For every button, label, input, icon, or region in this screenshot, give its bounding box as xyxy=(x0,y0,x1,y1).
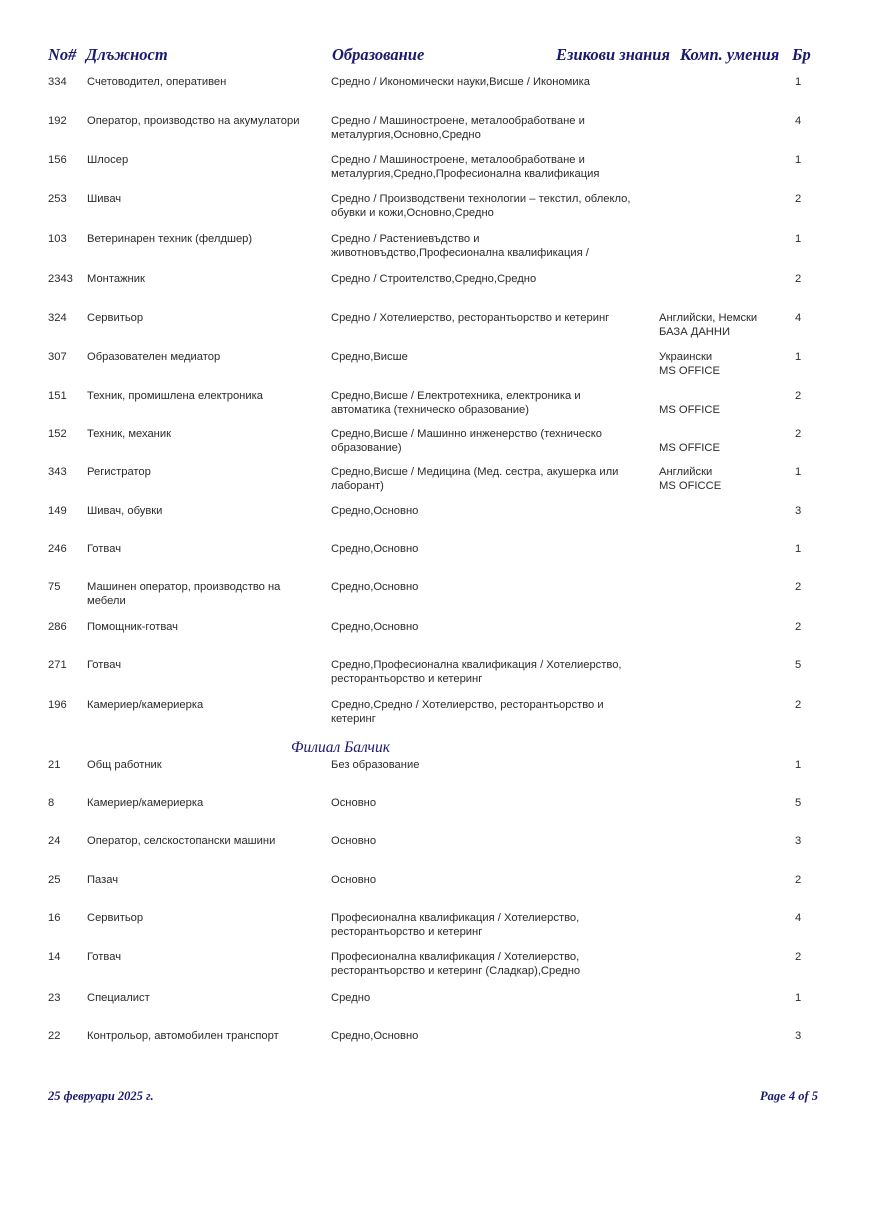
row-education: Средно / Растениевъдство и животновъдство,Професионална квалификация / xyxy=(331,233,589,259)
row-skills xyxy=(659,911,779,925)
row-job-title: Монтажник xyxy=(87,273,145,285)
row-languages xyxy=(659,758,779,772)
row-job-title: Машинен оператор, производство на мебели xyxy=(87,581,281,607)
row-job-title: Специалист xyxy=(87,992,150,1004)
row-languages xyxy=(659,272,779,286)
row-languages xyxy=(659,834,779,848)
row-computer-skills: MS OFFICE xyxy=(659,365,720,377)
row-number: 2343 xyxy=(48,273,73,285)
row-count: 1 xyxy=(795,76,802,88)
row-job-title: Шлосер xyxy=(87,154,129,166)
row-job-title: Оператор, селскостопански машини xyxy=(87,835,276,847)
row-languages xyxy=(659,504,779,518)
row-education: Средно,Основно xyxy=(331,581,419,593)
row-education: Средно,Висше / Машинно инженерство (техническо образование) xyxy=(331,428,602,454)
row-languages xyxy=(659,114,779,128)
row-skills xyxy=(659,580,779,594)
row-job-title: Общ работник xyxy=(87,759,162,771)
row-number: 103 xyxy=(48,233,67,245)
row-education: Средно xyxy=(331,992,371,1004)
row-number: 23 xyxy=(48,992,61,1004)
row-number: 343 xyxy=(48,466,67,478)
row-count: 4 xyxy=(795,312,802,324)
row-education: Средно,Професионална квалификация / Хотелиерство, ресторантьорство и кетеринг xyxy=(331,659,622,685)
row-job-title: Техник, промишлена електроника xyxy=(87,390,263,402)
row-number: 25 xyxy=(48,874,61,886)
row-skills xyxy=(659,389,779,417)
row-number: 286 xyxy=(48,621,67,633)
row-skills xyxy=(659,153,779,167)
row-count: 5 xyxy=(795,659,802,671)
row-skills xyxy=(659,350,779,378)
row-skills xyxy=(659,75,779,89)
row-count: 2 xyxy=(795,428,802,440)
row-count: 2 xyxy=(795,193,802,205)
row-skills xyxy=(659,114,779,128)
row-number: 24 xyxy=(48,835,61,847)
row-count: 2 xyxy=(795,621,802,633)
row-count: 4 xyxy=(795,912,802,924)
row-education: Средно,Висше xyxy=(331,351,408,363)
row-languages xyxy=(659,658,779,672)
row-count: 2 xyxy=(795,390,802,402)
row-number: 196 xyxy=(48,699,67,711)
row-education: Основно xyxy=(331,797,377,809)
row-computer-skills: MS OFFICE xyxy=(659,442,720,454)
row-number: 14 xyxy=(48,951,61,963)
row-count: 1 xyxy=(795,351,802,363)
row-job-title: Сервитьор xyxy=(87,312,144,324)
row-skills xyxy=(659,1029,779,1043)
row-number: 307 xyxy=(48,351,67,363)
row-languages xyxy=(659,75,779,89)
row-languages xyxy=(659,192,779,206)
row-job-title: Готвач xyxy=(87,951,122,963)
row-count: 2 xyxy=(795,273,802,285)
row-languages xyxy=(659,232,779,246)
row-languages xyxy=(659,873,779,887)
row-number: 156 xyxy=(48,154,67,166)
row-count: 1 xyxy=(795,466,802,478)
row-number: 21 xyxy=(48,759,61,771)
row-count: 2 xyxy=(795,951,802,963)
row-number: 334 xyxy=(48,76,67,88)
row-education: Професионална квалификация / Хотелиерство, ресторантьорство и кетеринг xyxy=(331,912,580,938)
row-number: 75 xyxy=(48,581,61,593)
row-skills xyxy=(659,232,779,246)
row-job-title: Камериер/камериерка xyxy=(87,699,204,711)
row-languages xyxy=(659,796,779,810)
row-skills xyxy=(659,698,779,712)
row-languages: Английски xyxy=(659,466,713,478)
row-job-title: Готвач xyxy=(87,659,122,671)
row-count: 4 xyxy=(795,115,802,127)
row-skills xyxy=(659,620,779,634)
row-education: Основно xyxy=(331,874,377,886)
row-languages xyxy=(659,153,779,167)
row-job-title: Помощник-готвач xyxy=(87,621,178,633)
row-skills xyxy=(659,658,779,672)
row-education: Средно / Машиностроене, металообработване и металургия,Основно,Средно xyxy=(331,115,585,141)
row-number: 8 xyxy=(48,797,55,809)
row-number: 149 xyxy=(48,505,67,517)
row-skills xyxy=(659,758,779,772)
row-skills xyxy=(659,311,779,339)
header-count: Бр xyxy=(792,45,811,64)
row-skills xyxy=(659,991,779,1005)
row-job-title: Контрольор, автомобилен транспорт xyxy=(87,1030,279,1042)
row-education: Средно / Производствени технологии – текстил, облекло, обувки и кожи,Основно,Средно xyxy=(331,193,631,219)
row-count: 3 xyxy=(795,1030,802,1042)
row-education: Средно,Висше / Медицина (Мед. сестра, акушерка или лаборант) xyxy=(331,466,619,492)
row-number: 22 xyxy=(48,1030,61,1042)
row-computer-skills: MS OFFICE xyxy=(659,404,720,416)
row-number: 192 xyxy=(48,115,67,127)
row-job-title: Камериер/камериерка xyxy=(87,797,204,809)
header-languages: Езикови знания xyxy=(556,45,670,64)
row-count: 1 xyxy=(795,154,802,166)
row-languages xyxy=(659,580,779,594)
row-count: 1 xyxy=(795,992,802,1004)
footer-date: 25 февруари 2025 г. xyxy=(48,1089,154,1103)
row-languages xyxy=(659,620,779,634)
row-skills xyxy=(659,504,779,518)
row-computer-skills: MS OFICCE xyxy=(659,480,722,492)
row-skills xyxy=(659,542,779,556)
row-education: Средно / Икономически науки,Висше / Икономика xyxy=(331,76,590,88)
row-job-title: Сервитьор xyxy=(87,912,144,924)
row-number: 152 xyxy=(48,428,67,440)
row-languages xyxy=(659,542,779,556)
row-count: 2 xyxy=(795,699,802,711)
row-count: 1 xyxy=(795,233,802,245)
row-languages xyxy=(659,427,779,441)
row-number: 16 xyxy=(48,912,61,924)
row-education: Средно / Хотелиерство, ресторантьорство и кетеринг xyxy=(331,312,610,324)
row-education: Средно / Машиностроене, металообработване и металургия,Средно,Професионална квалификация xyxy=(331,154,600,180)
row-count: 1 xyxy=(795,759,802,771)
row-skills xyxy=(659,950,779,964)
row-job-title: Шивач xyxy=(87,193,122,205)
row-education: Средно,Основно xyxy=(331,543,419,555)
row-count: 2 xyxy=(795,581,802,593)
row-number: 246 xyxy=(48,543,67,555)
row-skills xyxy=(659,834,779,848)
row-languages xyxy=(659,911,779,925)
header-education: Образование xyxy=(332,45,425,64)
row-education: Средно,Основно xyxy=(331,505,419,517)
row-languages: Украински xyxy=(659,351,713,363)
row-languages xyxy=(659,991,779,1005)
row-languages xyxy=(659,698,779,712)
row-count: 3 xyxy=(795,835,802,847)
row-education: Средно,Висше / Електротехника, електроника и автоматика (техническо образование) xyxy=(331,390,581,416)
header-no: No# xyxy=(48,45,77,64)
row-job-title: Готвач xyxy=(87,543,122,555)
row-education: Без образование xyxy=(331,759,420,771)
row-languages: Английски, Немски xyxy=(659,312,758,324)
section-title: Филиал Балчик xyxy=(291,739,390,756)
row-computer-skills: БАЗА ДАННИ xyxy=(659,326,730,338)
footer-page-number: Page 4 of 5 xyxy=(760,1089,818,1103)
row-education: Средно,Основно xyxy=(331,1030,419,1042)
row-skills xyxy=(659,465,779,493)
row-number: 324 xyxy=(48,312,67,324)
row-count: 1 xyxy=(795,543,802,555)
row-skills xyxy=(659,272,779,286)
row-skills xyxy=(659,796,779,810)
row-education: Професионална квалификация / Хотелиерство, ресторантьорство и кетеринг (Сладкар),Средно xyxy=(331,951,581,977)
row-job-title: Ветеринарен техник (фелдшер) xyxy=(87,233,253,245)
row-count: 3 xyxy=(795,505,802,517)
header-computer-skills: Комп. умения xyxy=(680,45,780,64)
row-number: 151 xyxy=(48,390,67,402)
row-job-title: Счетоводител, оперативен xyxy=(87,76,227,88)
row-skills xyxy=(659,192,779,206)
row-languages xyxy=(659,1029,779,1043)
row-skills xyxy=(659,873,779,887)
row-languages xyxy=(659,389,779,403)
row-job-title: Регистратор xyxy=(87,466,151,478)
row-job-title: Пазач xyxy=(87,874,119,886)
row-count: 2 xyxy=(795,874,802,886)
row-education: Средно,Средно / Хотелиерство, ресторантьорство и кетеринг xyxy=(331,699,604,725)
row-job-title: Шивач, обувки xyxy=(87,505,163,517)
row-job-title: Образователен медиатор xyxy=(87,351,221,363)
row-education: Средно,Основно xyxy=(331,621,419,633)
row-education: Средно / Строителство,Средно,Средно xyxy=(331,273,537,285)
row-education: Основно xyxy=(331,835,377,847)
row-job-title: Оператор, производство на акумулатори xyxy=(87,115,300,127)
row-count: 5 xyxy=(795,797,802,809)
row-job-title: Техник, механик xyxy=(87,428,171,440)
row-languages xyxy=(659,950,779,964)
row-number: 253 xyxy=(48,193,67,205)
header-job: Длъжност xyxy=(86,45,168,64)
row-skills xyxy=(659,427,779,455)
row-number: 271 xyxy=(48,659,67,671)
